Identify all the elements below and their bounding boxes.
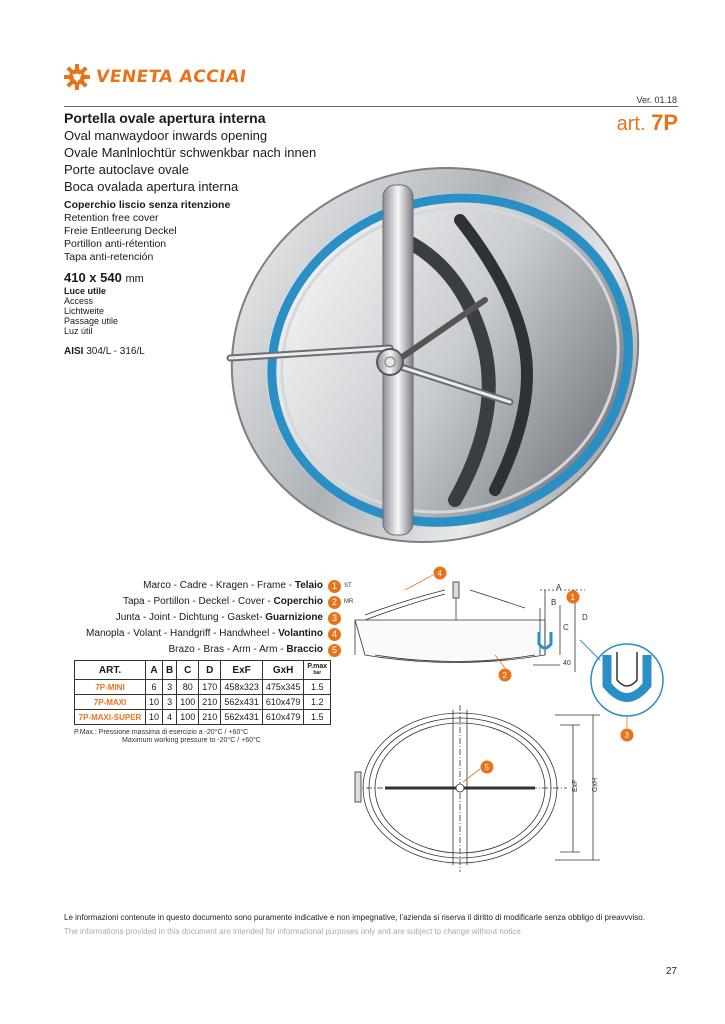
pmax-note <box>74 729 261 745</box>
legend-text: Junta - Joint - Dichtung - Gasket- <box>115 612 266 623</box>
page-number: 27 <box>665 966 677 977</box>
technical-drawing <box>345 560 680 920</box>
side-section-view <box>355 582 585 672</box>
dimension-value: 410 x 540 <box>64 270 122 285</box>
brand-logo <box>64 64 246 90</box>
legend-bold: Telaio <box>294 580 323 591</box>
callout-3-label: 3 <box>624 731 629 740</box>
table-header-row <box>75 661 331 680</box>
legend-row <box>60 578 360 594</box>
callout-2-label: 2 <box>502 671 507 680</box>
callout-badge: 5 <box>328 644 341 657</box>
callout-badge: 1 <box>328 580 341 593</box>
front-view <box>355 705 600 872</box>
legend-bold: Guarnizione <box>265 612 323 623</box>
table-cell: 1.2 <box>304 695 331 710</box>
subtitle-de: Freie Entleerung Deckel <box>64 225 177 237</box>
col-header: D <box>199 661 221 680</box>
spec-table <box>74 660 331 725</box>
pmax-note-en: Maximum working pressure to -20°C / +60°C <box>122 737 261 744</box>
table-cell: 100 <box>177 695 199 710</box>
table-cell: 610x479 <box>262 710 304 725</box>
header-divider <box>64 106 678 107</box>
callout-4 <box>405 567 447 591</box>
brand-name: VENETA ACCIAI <box>94 67 248 87</box>
pmax-label: P.max <box>307 663 328 670</box>
legend-row <box>60 642 360 658</box>
table-cell: 6 <box>146 680 163 695</box>
article-prefix: art. <box>616 113 646 135</box>
title-es: Boca ovalada apertura interna <box>64 179 239 194</box>
callout-5 <box>463 761 494 783</box>
material-value: 304/L - 316/L <box>86 346 145 357</box>
table-cell: 3 <box>163 695 177 710</box>
legend-bold: Coperchio <box>273 596 323 607</box>
table-row <box>75 710 331 725</box>
callout-4-label: 4 <box>437 569 442 578</box>
table-cell: 170 <box>199 680 221 695</box>
table-cell: 1.5 <box>304 680 331 695</box>
gasket-detail <box>580 640 663 716</box>
legend-text: Marco - Cadre - Kragen - Frame - <box>143 580 295 591</box>
access-labels <box>64 286 118 336</box>
dim-label-b: B <box>551 598 557 607</box>
table-cell: 562x431 <box>221 695 263 710</box>
table-cell: 80 <box>177 680 199 695</box>
callout-5-label: 5 <box>484 763 489 772</box>
title-fr: Porte autoclave ovale <box>64 162 190 177</box>
article-number: 7P <box>651 110 678 135</box>
legend-bold: Braccio <box>286 644 323 655</box>
dim-label-exf: ExF <box>572 779 579 792</box>
table-row <box>75 695 331 710</box>
access-it: Luce utile <box>64 286 107 296</box>
callout-1-label: 1 <box>570 593 575 602</box>
access-fr: Passage utile <box>64 316 119 326</box>
dim-label-a: A <box>556 583 562 592</box>
legend-suffix: MR <box>344 599 354 605</box>
title-en: Oval manwaydoor inwards opening <box>64 128 268 143</box>
subtitle-es: Tapa anti-retención <box>64 251 154 263</box>
legend-text: Tapa - Portillon - Deckel - Cover - <box>122 596 274 607</box>
col-header: ART. <box>75 661 146 680</box>
disclaimer-english: The informations provided in this document are intended for informational purposes only and are subject to change without notice. <box>64 927 523 936</box>
callout-3 <box>621 715 634 742</box>
col-header: C <box>177 661 199 680</box>
pmax-note-it: P.Max.: Pressione massima di esercizio a -20°C / +60°C <box>74 729 249 736</box>
article-code <box>617 110 678 136</box>
legend-row <box>60 626 360 642</box>
dim-label-gxh: GxH <box>592 778 599 792</box>
table-cell: 100 <box>177 710 199 725</box>
col-header: A <box>146 661 163 680</box>
table-cell: 475x345 <box>262 680 304 695</box>
table-cell: 10 <box>146 695 163 710</box>
access-en: Access <box>64 296 94 306</box>
dim-label-40: 40 <box>563 660 571 667</box>
table-cell: 562x431 <box>221 710 263 725</box>
subtitle-it: Coperchio liscio senza ritenzione <box>64 199 231 211</box>
col-header: B <box>163 661 177 680</box>
legend-row <box>60 594 360 610</box>
table-cell: 610x479 <box>262 695 304 710</box>
col-header-pmax <box>304 661 331 680</box>
product-photo <box>205 150 650 550</box>
dimension-unit: mm <box>125 273 144 285</box>
callout-badge: 4 <box>328 628 341 641</box>
table-cell: 210 <box>199 695 221 710</box>
gear-logo-icon <box>64 64 90 90</box>
table-cell: 3 <box>163 680 177 695</box>
callout-1 <box>567 591 580 604</box>
dim-label-c: C <box>563 623 569 632</box>
title-it: Portella ovale apertura interna <box>64 110 266 126</box>
dimension-label <box>64 270 144 285</box>
col-header: ExF <box>221 661 263 680</box>
dim-label-d: D <box>582 613 588 622</box>
callout-badge: 2 <box>328 596 341 609</box>
legend-text: Manopla - Volant - Handgriff - Handwheel - <box>86 628 279 639</box>
material-label: AISI <box>64 346 84 357</box>
title-de: Ovale Manlnlochtür schwenkbar nach innen <box>64 145 317 160</box>
access-de: Lichtweite <box>64 306 105 316</box>
parts-legend <box>60 578 360 658</box>
model-cell: 7P-MINI <box>75 680 146 695</box>
pmax-unit: bar <box>313 670 322 676</box>
subtitle-en: Retention free cover <box>64 212 159 224</box>
access-es: Luz útil <box>64 326 93 336</box>
col-header: GxH <box>262 661 304 680</box>
table-cell: 10 <box>146 710 163 725</box>
table-cell: 458x323 <box>221 680 263 695</box>
version-label: Ver. 01.18 <box>636 95 677 105</box>
legend-bold: Volantino <box>278 628 323 639</box>
model-cell: 7P-MAXI <box>75 695 146 710</box>
table-cell: 210 <box>199 710 221 725</box>
material-spec <box>64 346 145 357</box>
table-cell: 4 <box>163 710 177 725</box>
legend-text: Brazo - Bras - Arm - Arm - <box>168 644 287 655</box>
subtitle-fr: Portillon anti-rétention <box>64 238 167 250</box>
legend-row <box>60 610 360 626</box>
disclaimer-italian: Le informazioni contenute in questo documento sono puramente indicative e non impegnative, l'azienda si riserva il diritto di modificarle senza obbligo di preavvviso. <box>64 913 645 922</box>
table-cell: 1.5 <box>304 710 331 725</box>
callout-badge: 3 <box>328 612 341 625</box>
table-row <box>75 680 331 695</box>
model-cell: 7P-MAXI-SUPER <box>75 710 146 725</box>
legend-suffix: ST <box>344 583 352 589</box>
